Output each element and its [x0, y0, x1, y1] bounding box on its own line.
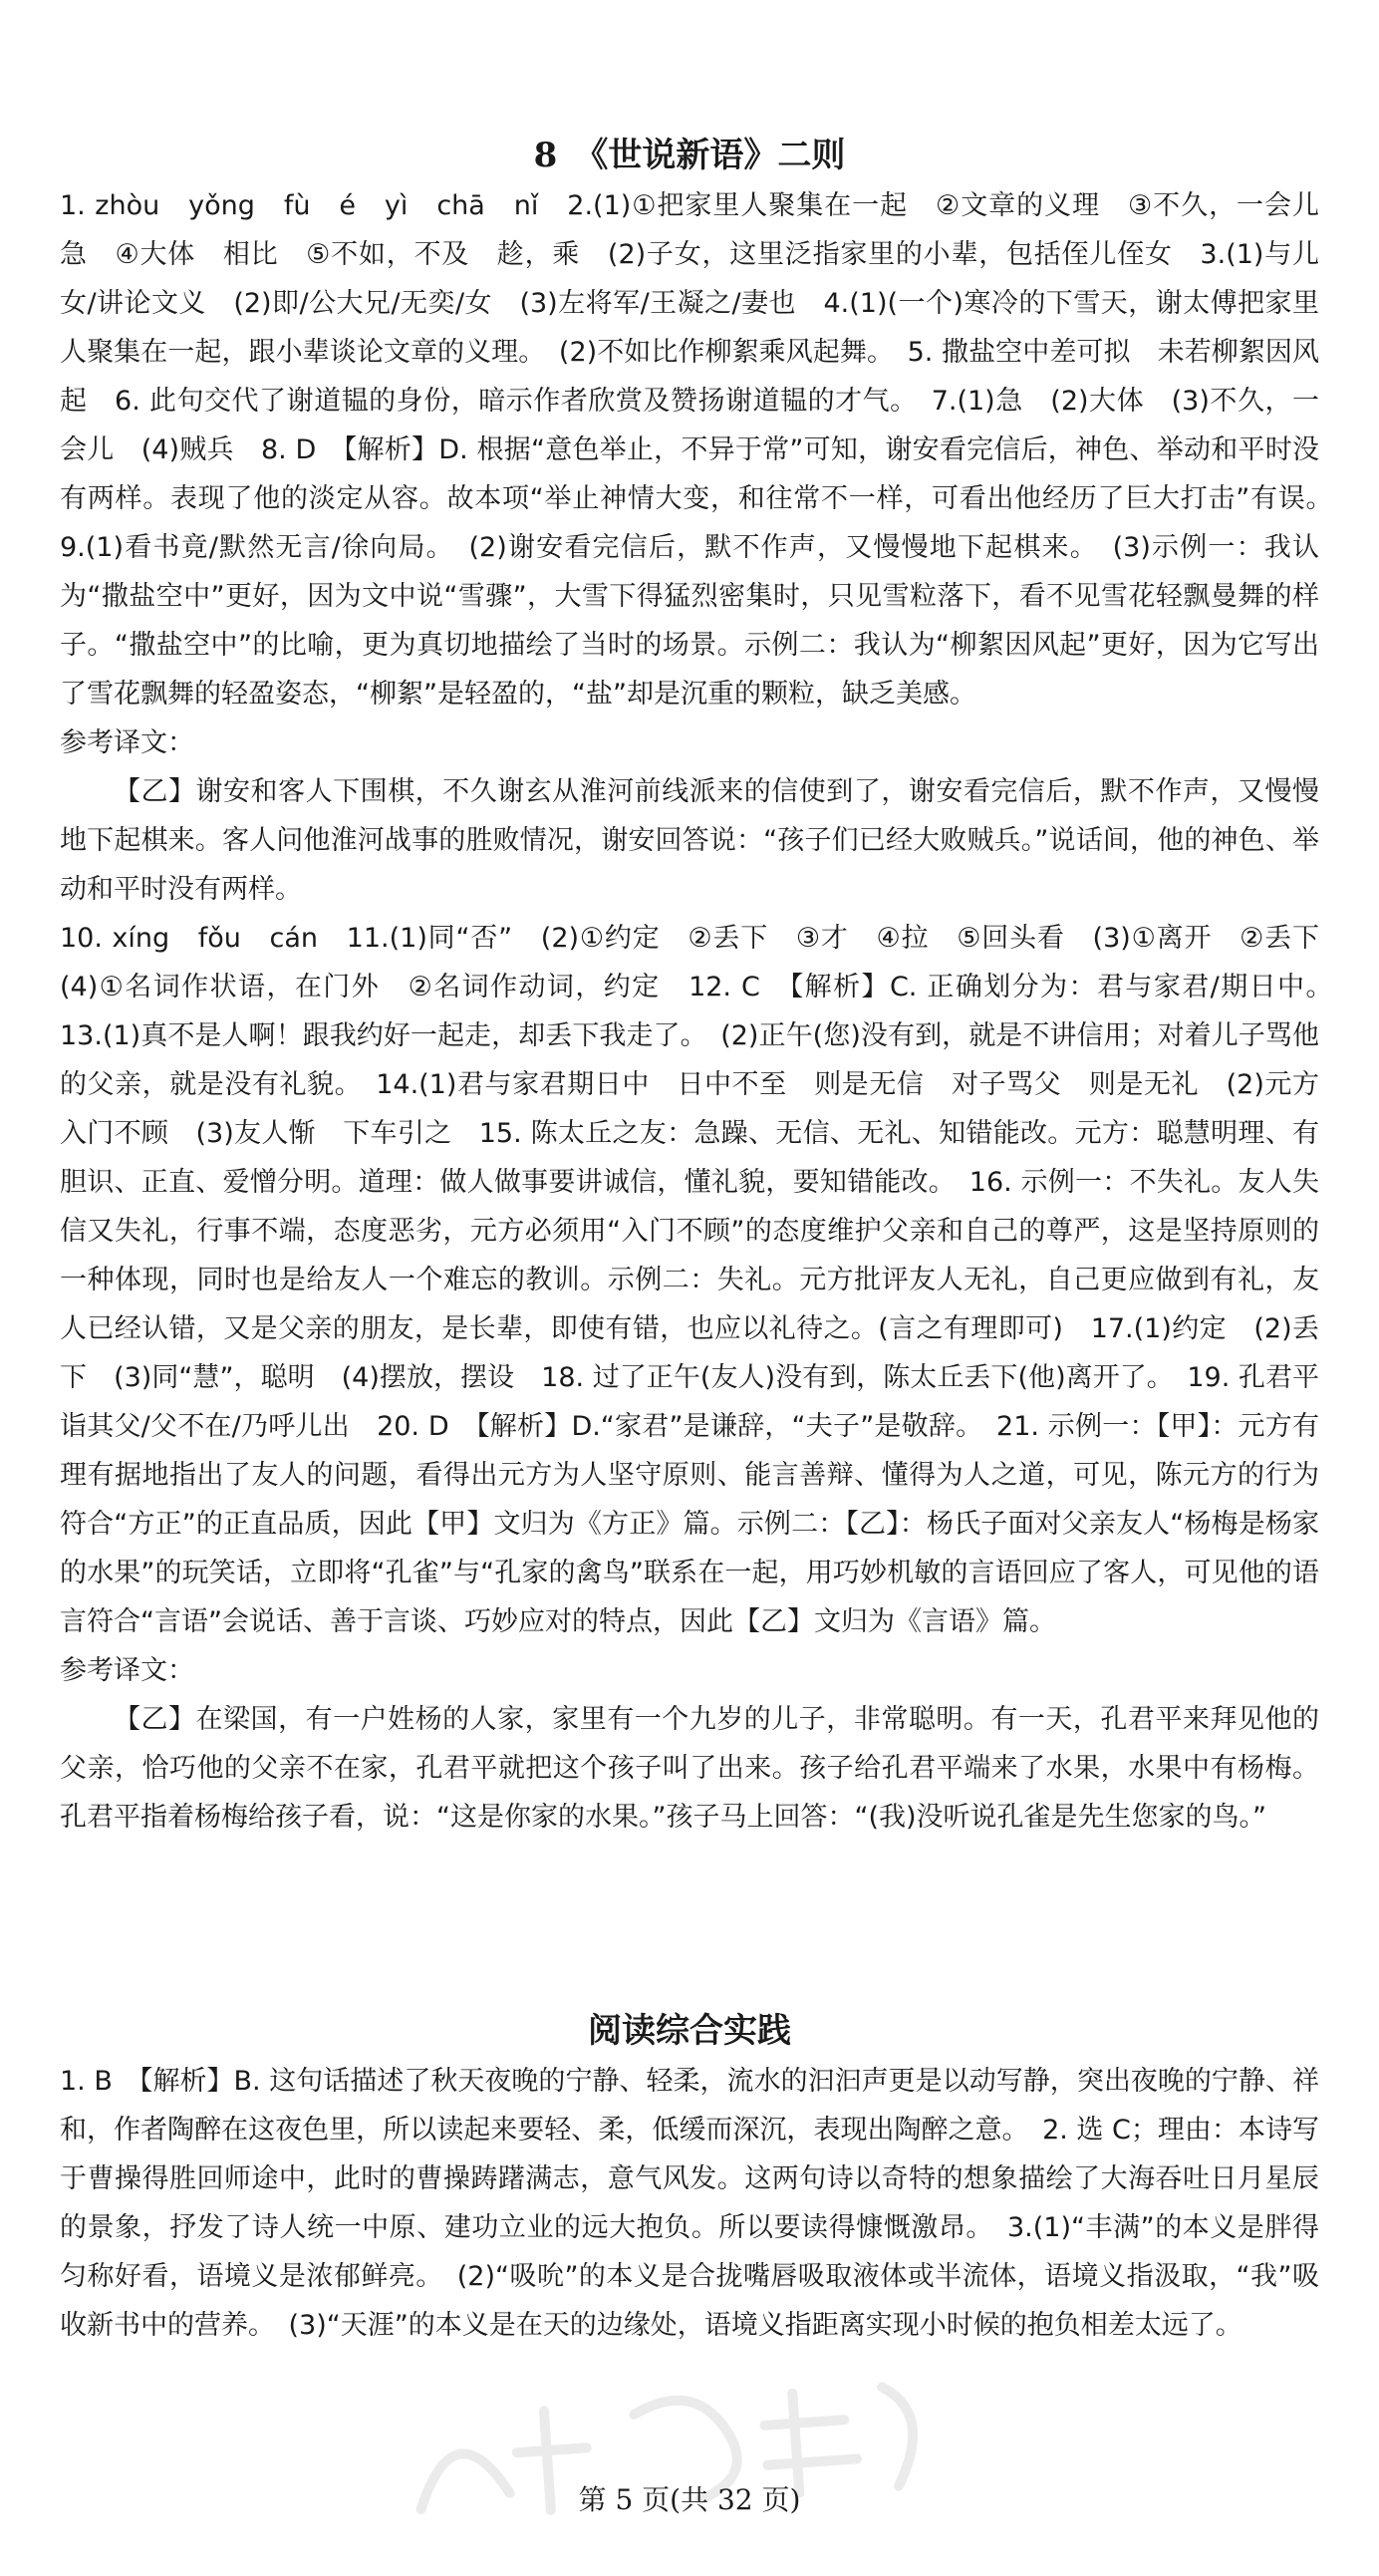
answers-paragraph-2: 10. xíng fǒu cán 11.(1)同“否” (2)①约定 ②丢下 ③才 ④拉 ⑤回头看 (3)①离开 ②丢下 (4)①名词作状语，在门外 ②名词作动词，约定 12. C 【解析】C. 正确划分为：君与家君/期日中。 13.(1)真不是人啊！跟我约好一起走，却丢下我走了。 (2)正午(您)没有到，就是不讲信用；对着儿子骂他的父亲，就是没有礼貌。 14.(1)君与家君期日中 日中不至 则是无信 对子骂父 则是无礼 (2)元方入门不顾 (3)友人惭 下车引之 15. 陈太丘之友：急躁、无信、无礼、知错能改。元方：聪慧明理、有胆识、正直、爱憎分明。道理：做人做事要讲诚信，懂礼貌，要知错能改。 16. 示例一：不失礼。友人失信又失礼，行事不端，态度恶劣，元方必须用“入门不顾”的态度维护父亲和自己的尊严，这是坚持原则的一种体现，同时也是给友人一个难忘的教训。示例二：失礼。元方批评友人无礼，自己更应做到有礼，友人已经认错，又是父亲的朋友，是长辈，即使有错，也应以礼待之。(言之有理即可) 17.(1)约定 (2)丢下 (3)同“慧”，聪明 (4)摆放，摆设 18. 过了正午(友人)没有到，陈太丘丢下(他)离开了。 19. 孔君平诣其父/父不在/乃呼儿出 20. D 【解析】D.“家君”是谦辞，“夫子”是敬辞。 21. 示例一：【甲】：元方有理有据地指出了友人的问题，看得出元方为人坚守原则、能言善辩、懂得为人之道，可见，陈元方的行为符合“方正”的正直品质，因此【甲】文归为《方正》篇。示例二：【乙】：杨氏子面对父亲友人“杨梅是杨家的水果”的玩笑话，立即将“孔雀”与“孔家的禽鸟”联系在一起，用巧妙机敏的言语回应了客人，可见他的语言符合“言语”会说话、善于言谈、巧妙应对的特点，因此【乙】文归为《言语》篇。: [60, 923, 1346, 1637]
page-footer: 第 5 页(共 32 页): [578, 2483, 801, 2516]
watermark-logo: [393, 2353, 963, 2576]
answers-paragraph-1: 1. zhòu yǒng fù é yì chā nǐ 2.(1)①把家里人聚集在一起 ②文章的义理 ③不久，一会儿 急 ④大体 相比 ⑤不如，不及 趁，乘 (2)子女，这里泛指家里的小辈，包括侄儿侄女 3.(1)与儿女/讲论文义 (2)即/公大兄/无奕/女 (3)左将军/王凝之/妻也 4.(1)(一个)寒冷的下雪天，谢太傅把家里人聚集在一起，跟小辈谈论文章的义理。 (2)不如比作柳絮乘风起舞。 5. 撒盐空中差可拟 未若柳絮因风起 6. 此句交代了谢道韫的身份，暗示作者欣赏及赞扬谢道韫的才气。 7.(1)急 (2)大体 (3)不久，一会儿 (4)贼兵 8. D 【解析】D. 根据“意色举止，不异于常”可知，谢安看完信后，神色、举动和平时没有两样。表现了他的淡定从容。故本项“举止神情大变，和往常不一样，可看出他经历了巨大打击”有误。 9.(1)看书竟/默然无言/徐向局。 (2)谢安看完信后，默不作声，又慢慢地下起棋来。 (3)示例一：我认为“撒盐空中”更好，因为文中说“雪骤”，大雪下得猛烈密集时，只见雪粒落下，看不见雪花轻飘曼舞的样子。“撒盐空中”的比喻，更为真切地描绘了当时的场景。示例二：我认为“柳絮因风起”更好，因为它写出了雪花飘舞的轻盈姿态，“柳絮”是轻盈的，“盐”却是沉重的颗粒，缺乏美感。: [60, 190, 1346, 710]
answers-block-2: [60, 2057, 1319, 2350]
answers-block-1: [60, 181, 1346, 1842]
translation-paragraph-1: 【乙】谢安和客人下围棋，不久谢玄从淮河前线派来的信使到了，谢安看完信后，默不作声，又慢慢地下起棋来。客人问他淮河战事的胜败情况，谢安回答说：“孩子们已经大败贼兵。”说话间，他的神色、举动和平时没有两样。: [60, 776, 1319, 905]
reference-translation-label-1: 参考译文：: [60, 727, 194, 758]
section-title-shishuo: 8 《世说新语》二则: [533, 136, 846, 175]
reference-translation-label-2: 参考译文：: [60, 1655, 194, 1686]
answers-paragraph-3: 1. B 【解析】B. 这句话描述了秋天夜晚的宁静、轻柔，流水的汩汩声更是以动写静，突出夜晚的宁静、祥和，作者陶醉在这夜色里，所以读起来要轻、柔，低缓而深沉，表现出陶醉之意。 2. 选 C；理由：本诗写于曹操得胜回师途中，此时的曹操踌躇满志，意气风发。这两句诗以奇特的想象描绘了大海吞吐日月星辰的景象，抒发了诗人统一中原、建功立业的远大抱负。所以要读得慷慨激昂。 3.(1)“丰满”的本义是胖得匀称好看，语境义是浓郁鲜亮。 (2)“吸吮”的本义是合拢嘴唇吸取液体或半流体，语境义指汲取，“我”吸收新书中的营养。 (3)“天涯”的本义是在天的边缘处，语境义指距离实现小时候的抱负相差太远了。: [60, 2066, 1319, 2341]
section-title-reading-practice: 阅读综合实践: [588, 2011, 791, 2051]
translation-paragraph-2: 【乙】在梁国，有一户姓杨的人家，家里有一个九岁的儿子，非常聪明。有一天，孔君平来拜见他的父亲，恰巧他的父亲不在家，孔君平就把这个孩子叫了出来。孩子给孔君平端来了水果，水果中有杨梅。孔君平指着杨梅给孩子看，说：“这是你家的水果。”孩子马上回答：“(我)没听说孔雀是先生您家的鸟。”: [60, 1704, 1319, 1833]
